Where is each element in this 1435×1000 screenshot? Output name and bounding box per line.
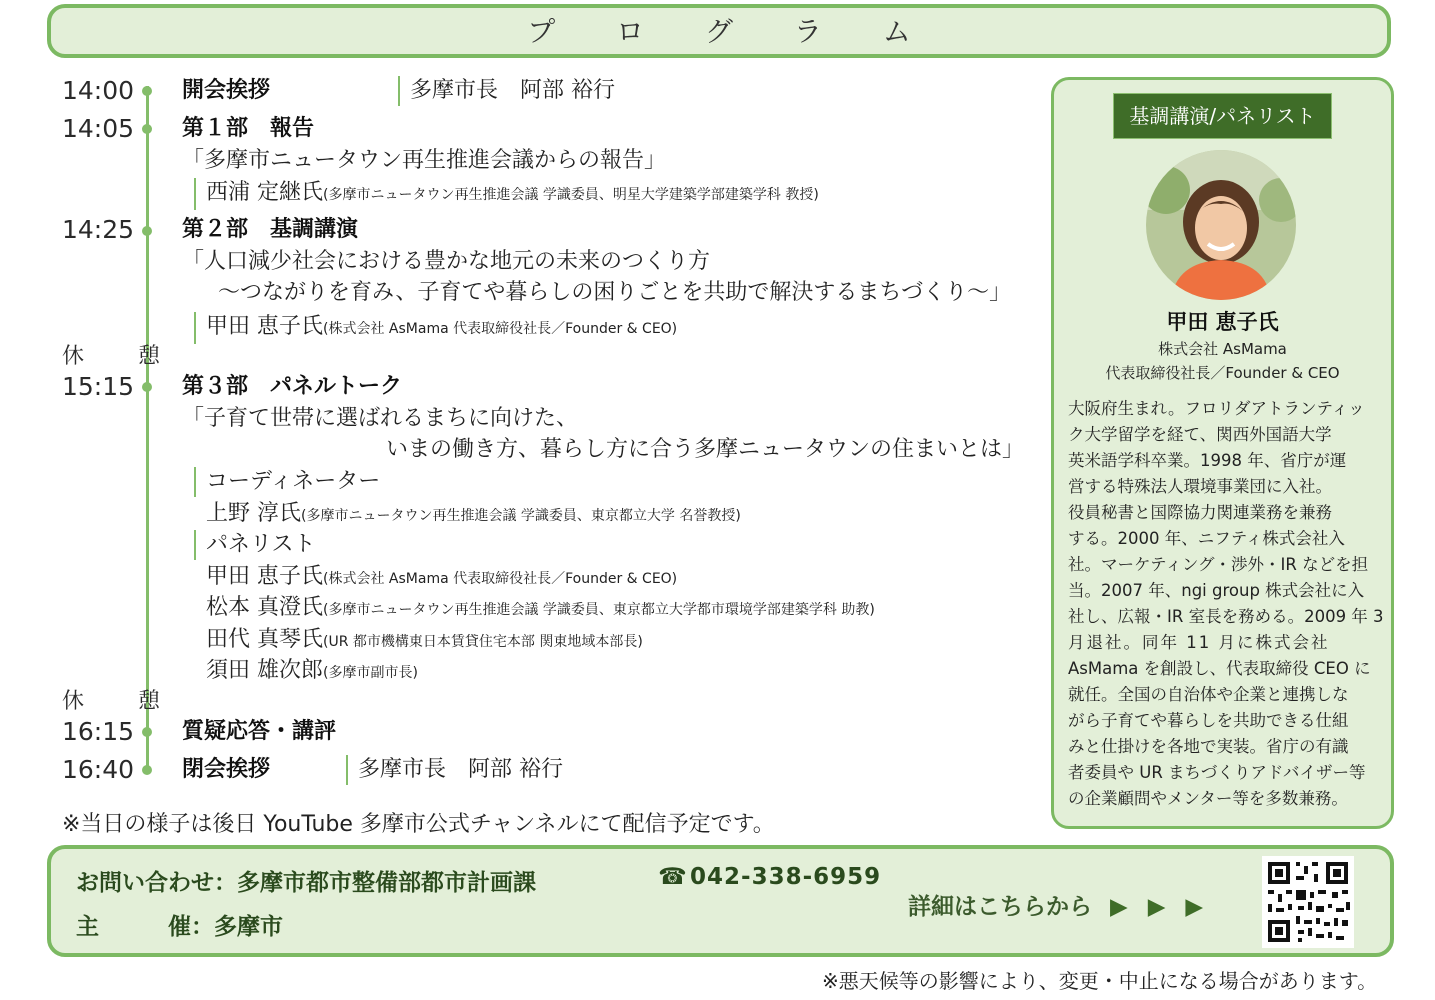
time-1515: 15:15 xyxy=(62,372,135,401)
profile-bio-line: 月退社。同年 11 月に株式会社 xyxy=(1068,633,1330,652)
time-1405: 14:05 xyxy=(62,114,135,143)
profile-bio-line: 大阪府生まれ。フロリダアトランティッ xyxy=(1068,399,1365,418)
opening-speaker: 多摩市長 阿部 裕行 xyxy=(398,76,615,106)
panelist-entry xyxy=(206,625,643,657)
part2-topic-line1: 「人口減少社会における豊かな地元の未来のつくり方 xyxy=(182,249,711,274)
disclaimer-note: ※悪天候等の影響により、変更・中止になる場合があります。 xyxy=(822,969,1378,993)
youtube-note: ※当日の様子は後日 YouTube 多摩市公式チャンネルにて配信予定です。 xyxy=(62,812,775,837)
speaker-affiliation: (株式会社 AsMama 代表取締役社長／Founder & CEO) xyxy=(323,571,678,587)
speaker-name: 松本 真澄氏 xyxy=(206,595,323,620)
profile-bio-line: AsMama を創設し、代表取締役 CEO に xyxy=(1068,659,1371,678)
timeline-dot xyxy=(142,86,152,96)
profile-bio-line: 営する特殊法人環境事業団に入社。 xyxy=(1068,477,1332,496)
closing-speaker: 多摩市長 阿部 裕行 xyxy=(346,755,563,785)
part1-speaker xyxy=(194,178,819,210)
qa-heading: 質疑応答・講評 xyxy=(182,719,337,744)
phone-number: 042-338-6959 xyxy=(690,864,882,890)
qr-code[interactable] xyxy=(1262,856,1354,948)
profile-name: 甲田 恵子氏 xyxy=(1166,310,1279,334)
profile-bio-line: する。2000 年、ニフティ株式会社入 xyxy=(1068,529,1345,548)
profile-bio-line: の企業顧問やメンター等を多数兼務。 xyxy=(1068,789,1348,808)
coordinator-label: コーディネーター xyxy=(194,467,380,497)
profile-bio-line: 就任。全国の自治体や企業と連携しな xyxy=(1068,685,1349,704)
part2-heading: 第２部 基調講演 xyxy=(182,217,359,242)
part3-heading: 第３部 パネルトーク xyxy=(182,374,403,399)
profile-company: 株式会社 AsMama xyxy=(1158,340,1287,358)
phone-icon: ☎ xyxy=(658,864,687,890)
arrow-right-icon: ▶ ▶ ▶ xyxy=(1110,894,1210,920)
profile-bio-line: 者委員や UR まちづくりアドバイザー等 xyxy=(1068,763,1366,782)
speaker-affiliation: (多摩市ニュータウン再生推進会議 学識委員、東京都立大学都市環境学部建築学科 助教) xyxy=(323,602,875,618)
host-text: 主 催：多摩市 xyxy=(76,914,283,940)
speaker-name: 甲田 恵子氏 xyxy=(206,314,323,339)
profile-bio-line: がら子育てや暮らしを共助できる仕組 xyxy=(1068,711,1349,730)
closing-heading: 閉会挨拶 xyxy=(182,757,271,782)
break-label: 休 憩 xyxy=(62,689,177,714)
profile-bio-line: みと仕掛けを各地で実装。省庁の有識 xyxy=(1068,737,1349,756)
speaker-affiliation: (株式会社 AsMama 代表取締役社長／Founder & CEO) xyxy=(323,321,678,337)
profile-bio-line: 当。2007 年、ngi group 株式会社に入 xyxy=(1068,581,1365,600)
speaker-affiliation: (多摩市副市長) xyxy=(323,665,418,681)
speaker-name: 須田 雄次郎 xyxy=(206,658,323,683)
speaker-name: 上野 淳氏 xyxy=(206,501,301,526)
profile-bio-line: 英米語学科卒業。1998 年、省庁が運 xyxy=(1068,451,1347,470)
time-1615: 16:15 xyxy=(62,717,135,746)
part3-topic-line2: いまの働き方、暮らし方に合う多摩ニュータウンの住まいとは」 xyxy=(386,437,1025,462)
profile-bio-line: 役員秘書と国際協力関連業務を兼務 xyxy=(1068,503,1332,522)
speaker-name: 田代 真琴氏 xyxy=(206,627,323,652)
profile-bio-line: ク大学留学を経て、関西外国語大学 xyxy=(1068,425,1332,444)
phone-contact[interactable] xyxy=(658,864,881,890)
contact-text: お問い合わせ：多摩市都市整備部都市計画課 xyxy=(76,870,536,896)
profile-badge: 基調講演/パネリスト xyxy=(1113,93,1332,139)
timeline-dot xyxy=(142,382,152,392)
profile-bio-line: 社し、広報・IR 室長を務める。2009 年 3 xyxy=(1068,607,1384,626)
speaker-name: 西浦 定継氏 xyxy=(206,180,323,205)
details-link[interactable] xyxy=(908,888,1209,921)
panelist-entry xyxy=(206,593,875,625)
timeline-dot xyxy=(142,124,152,134)
opening-heading: 開会挨拶 xyxy=(182,78,271,103)
panelist-entry xyxy=(206,562,677,594)
part2-topic-line2: ～つながりを育み、子育てや暮らしの困りごとを共助で解決するまちづくり～」 xyxy=(218,280,1012,305)
panelist-entry xyxy=(206,656,418,688)
timeline-dot xyxy=(142,226,152,236)
program-title: プ ロ グ ラ ム xyxy=(527,15,937,48)
speaker-affiliation: (UR 都市機構東日本賃貸住宅本部 関東地域本部長) xyxy=(323,634,643,650)
profile-bio-line: 社。マーケティング・渉外・IR などを担 xyxy=(1068,555,1369,574)
part3-topic-line1: 「子育て世帯に選ばれるまちに向けた、 xyxy=(182,406,579,431)
coordinator-entry xyxy=(206,499,741,531)
timeline-line xyxy=(146,86,149,772)
speaker-affiliation: (多摩市ニュータウン再生推進会議 学識委員、明星大学建築学部建築学科 教授) xyxy=(323,187,819,203)
details-label: 詳細はこちらから xyxy=(908,894,1092,920)
speaker-photo xyxy=(1146,150,1296,300)
part2-speaker xyxy=(194,312,677,344)
time-1400: 14:00 xyxy=(62,76,135,105)
break-label: 休 憩 xyxy=(62,344,177,369)
time-1640: 16:40 xyxy=(62,755,135,784)
part1-topic: 「多摩市ニュータウン再生推進会議からの報告」 xyxy=(182,148,667,173)
speaker-name: 甲田 恵子氏 xyxy=(206,564,323,589)
timeline-dot xyxy=(142,727,152,737)
program-title-bar xyxy=(47,4,1391,58)
time-1425: 14:25 xyxy=(62,215,135,244)
panelist-label: パネリスト xyxy=(194,530,316,560)
speaker-affiliation: (多摩市ニュータウン再生推進会議 学識委員、東京都立大学 名誉教授) xyxy=(301,508,741,524)
part1-heading: 第１部 報告 xyxy=(182,116,315,141)
profile-title: 代表取締役社長／Founder & CEO xyxy=(1105,364,1340,382)
timeline-dot xyxy=(142,765,152,775)
